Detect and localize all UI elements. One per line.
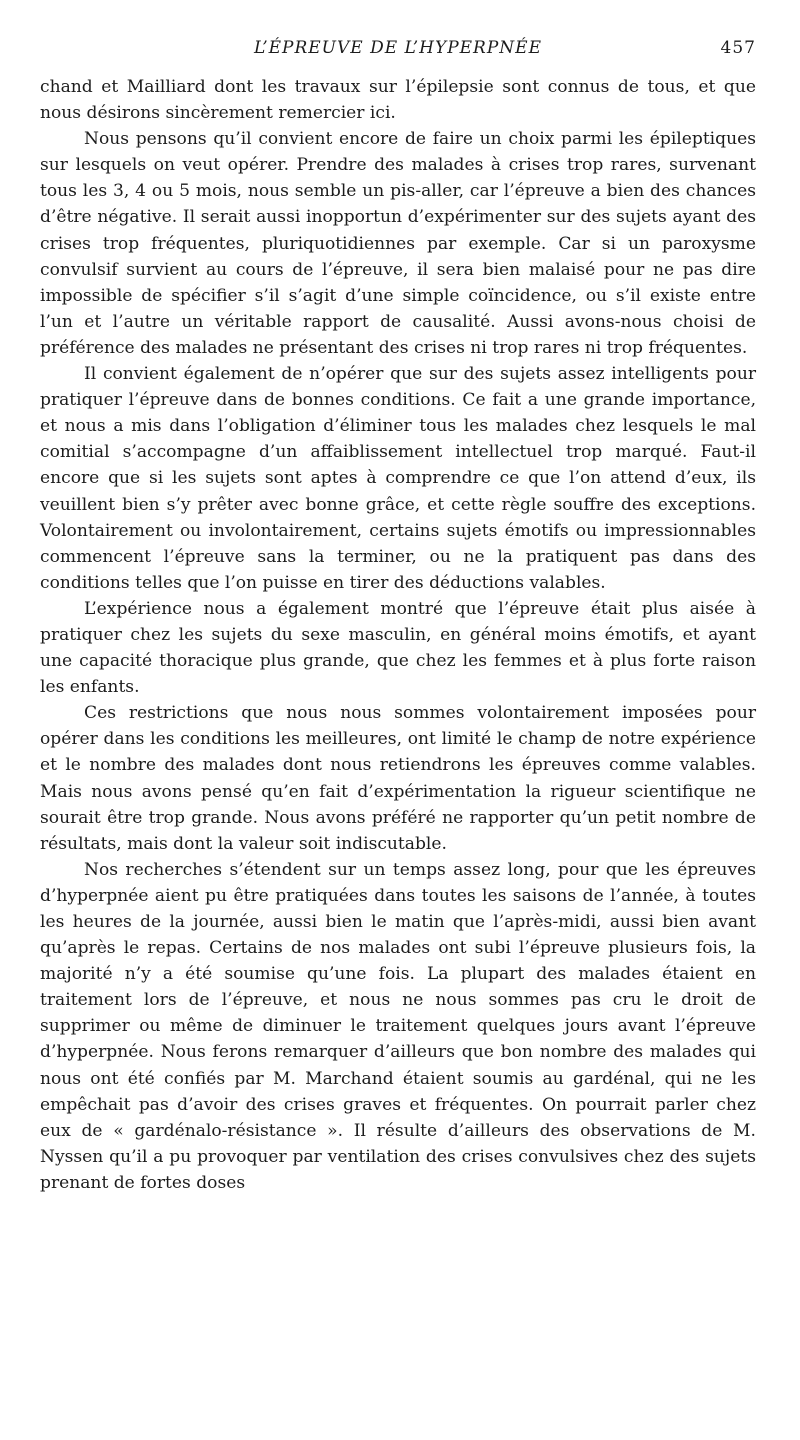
paragraph-restrictions: Ces restrictions que nous nous sommes volontairement imposées pour opérer dans les conditions les meilleures, ont limité le champ de notre expérience et le nombre des malades dont nous retiendrons les épreuves comme valables. Mais nous avons pensé qu’en fait d’expérimentation la rigueur scientifique ne sourait être trop grande. Nous avons préféré ne rapporter qu’un petit nombre de résultats, mais dont la valeur soit indiscutable. (40, 703, 756, 854)
paragraph-male-subjects: L’expérience nous a également montré que l’épreuve était plus aisée à pratiquer chez les sujets du sexe masculin, en général moins émotifs, et ayant une capacité thoracique plus grande, que chez les femmes et à plus forte raison les enfants. (40, 598, 756, 698)
page-number: 457 (720, 38, 756, 58)
paragraph-choice-of-epileptics: Nous pensons qu’il convient encore de faire un choix parmi les épileptiques sur lesquels on veut opérer. Prendre des malades à crises trop rares, survenant tous les 3, 4 ou 5 mois, nous semble un pis-aller, car l’épreuve a bien des chances d’être négative. Il serait aussi inopportun d’expérimenter sur des sujets ayant des crises trop fréquentes, pluriquotidiennes par exemple. Car si un paroxysme convulsif survient au cours de l’épreuve, il sera bien malaisé pour ne pas dire impossible de spécifier s’il s’agit d’une simple coïncidence, ou s’il existe entre l’un et l’autre un véritable rapport de causalité. Aussi avons-nous choisi de préférence des malades ne présentant des crises ni trop rares ni trop fréquentes. (40, 129, 756, 358)
text-body (40, 74, 756, 1196)
paragraph-intelligent-subjects: Il convient également de n’opérer que sur des sujets assez intelligents pour pratiquer l’épreuve dans de bonnes conditions. Ce fait a une grande importance, et nous a mis dans l’obligation d’éliminer tous les malades chez lesquels le mal comitial s’accompagne d’un affaiblissement intellectuel trop marqué. Faut-il encore que si les sujets sont aptes à comprendre ce que l’on attend d’eux, ils veuillent bien s’y prêter avec bonne grâce, et cette règle souffre des exceptions. Volontairement ou involontairement, certains sujets émotifs ou impressionnables commencent l’épreuve sans la terminer, ou ne la pratiquent pas dans des conditions telles que l’on puisse en tirer des déductions valables. (40, 364, 756, 593)
running-title: L’ÉPREUVE DE L’HYPERPNÉE (254, 38, 542, 58)
book-page (40, 38, 756, 1196)
paragraph-research-duration: Nos recherches s’étendent sur un temps assez long, pour que les épreuves d’hyperpnée aient pu être pratiquées dans toutes les saisons de l’année, à toutes les heures de la journée, aussi bien le matin que l’après-midi, aussi bien avant qu’après le repas. Certains de nos malades ont subi l’épreuve plusieurs fois, la majorité n’y a été soumise qu’une fois. La plupart des malades étaient en traitement lors de l’épreuve, et nous ne nous sommes pas cru le droit de supprimer ou même de diminuer le traitement quelques jours avant l’épreuve d’hyperpnée. Nous ferons remarquer d’ailleurs que bon nombre des malades qui nous ont été confiés par M. Marchand étaient soumis au gardénal, qui ne les empêchait pas d’avoir des crises graves et fréquentes. On pourrait parler chez eux de « gardénalo-résistance ». Il résulte d’ailleurs des observations de M. Nyssen qu’il a pu provoquer par ventilation des crises convulsives chez des sujets prenant de fortes doses (40, 859, 756, 1193)
running-head (40, 38, 756, 74)
paragraph-continued: chand et Mailliard dont les travaux sur l’épilepsie sont connus de tous, et que nous désirons sincèrement remercier ici. (40, 77, 756, 124)
